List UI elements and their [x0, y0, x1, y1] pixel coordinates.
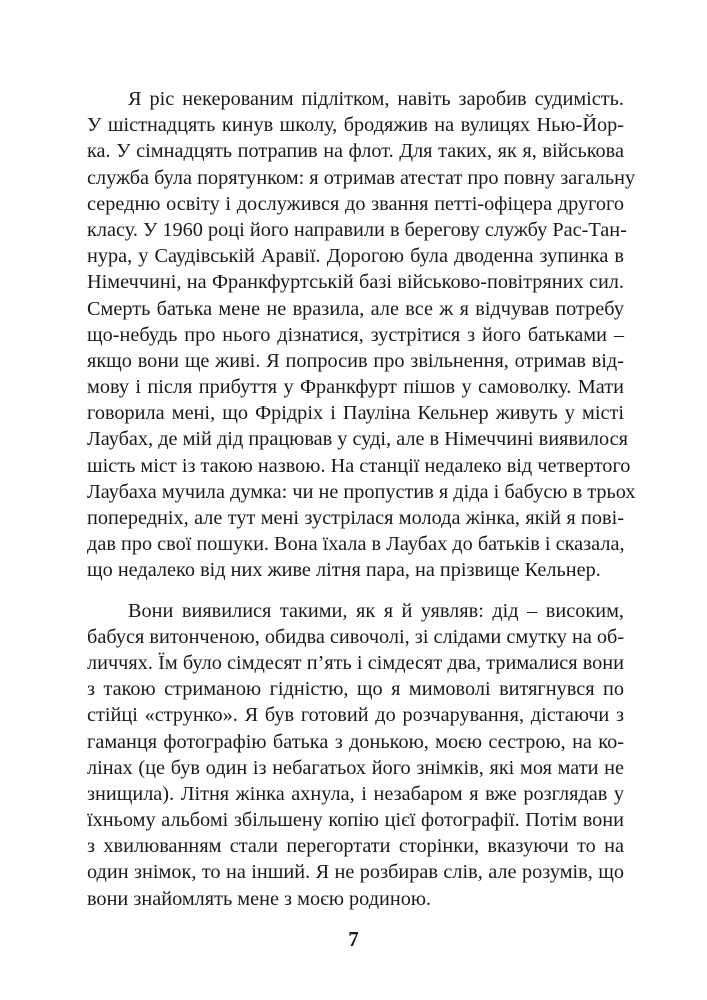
text-line: Смерть батька мене не вразила, але все ж я відчував потребу — [87, 297, 624, 320]
text-line: стійці «струнко». Я був готовий до розчарування, дістаючи з — [87, 704, 624, 727]
text-line: середню освіту і дослужився до звання петті-офіцера другого — [87, 192, 624, 215]
text-line: їхньому альбомі збільшену копію цієї фотографії. Потім вони — [87, 809, 624, 832]
text-line: Я ріс некерованим підлітком, навіть заробив судимість. — [128, 88, 624, 110]
paragraph-1 — [87, 86, 636, 584]
paragraph-2 — [87, 598, 624, 912]
text-line: служба була порятунком: я отримав атестат про повну загальну — [87, 166, 636, 189]
text-line: шість міст із такою назвою. На станції недалеко від четвертого — [87, 454, 631, 477]
text-line: якщо вони ще живі. Я попросив про звільнення, отримав від- — [87, 349, 624, 372]
text-line: з хвилюванням стали перегортати сторінки, вказуючи то на — [87, 835, 624, 858]
paragraph-gap — [87, 584, 624, 598]
text-line: попередніх, але тут мені зустрілася молода жінка, якій я пові- — [87, 507, 624, 529]
text-line: дав про свої пошуки. Вона їхала в Лаубах до батьків і сказала, — [87, 533, 625, 556]
text-line: лінах (це був один із небагатьох його знімків, які моя мати не — [87, 756, 624, 779]
text-line: У шістнадцять кинув школу, бродяжив на вулицях Нью-Йор- — [87, 114, 624, 137]
page-number: 7 — [348, 927, 359, 951]
text-line: бабуся витонченою, обидва сивочолі, зі слідами смутку на об- — [87, 625, 625, 648]
text-line: що недалеко від них живе літня пара, на прізвище Кельнер. — [87, 559, 601, 582]
text-line: з такою стриманою гідністю, що я мимоволі витягнувся по — [87, 678, 624, 701]
text-line: нура, у Саудівській Аравії. Дорогою була дводенна зупинка в — [87, 245, 624, 268]
body-text — [87, 86, 636, 912]
text-line: Лаубаха мучила думка: чи не пропустив я діда і бабусю в трьох — [87, 480, 636, 503]
text-line: гаманця фотографію батька з донькою, моєю сестрою, на ко- — [87, 730, 624, 753]
text-line: вони знайомлять мене з моєю родиною. — [87, 887, 432, 910]
text-line: говорила мені, що Фрідріх і Пауліна Кельнер живуть у місті — [87, 402, 624, 425]
text-line: Вони виявилися такими, як я й уявляв: дід – високим, — [128, 599, 624, 622]
text-line: один знімок, то на інший. Я не розбирав слів, але розумів, що — [87, 861, 624, 884]
text-line: личчях. Їм було сімдесят п’ять і сімдесят два, трималися вони — [87, 651, 624, 674]
text-line: мову і після прибуття у Франкфурт пішов у самоволку. Мати — [87, 376, 624, 399]
text-line: Німеччині, на Франкфуртській базі військово-повітряних сил. — [87, 271, 624, 294]
text-line: знищила). Літня жінка ахнула, і незабаром я вже розглядав у — [87, 782, 624, 805]
text-line: що-небудь про нього дізнатися, зустрітися з його батьками – — [87, 323, 624, 346]
text-line: ка. У сімнадцять потрапив на флот. Для таких, як я, військова — [87, 140, 624, 163]
text-line: класу. У 1960 році його направили в берегову службу Рас-Тан- — [87, 218, 627, 241]
text-line: Лаубах, де мій дід працював у суді, але в Німеччині виявилося — [87, 428, 628, 451]
